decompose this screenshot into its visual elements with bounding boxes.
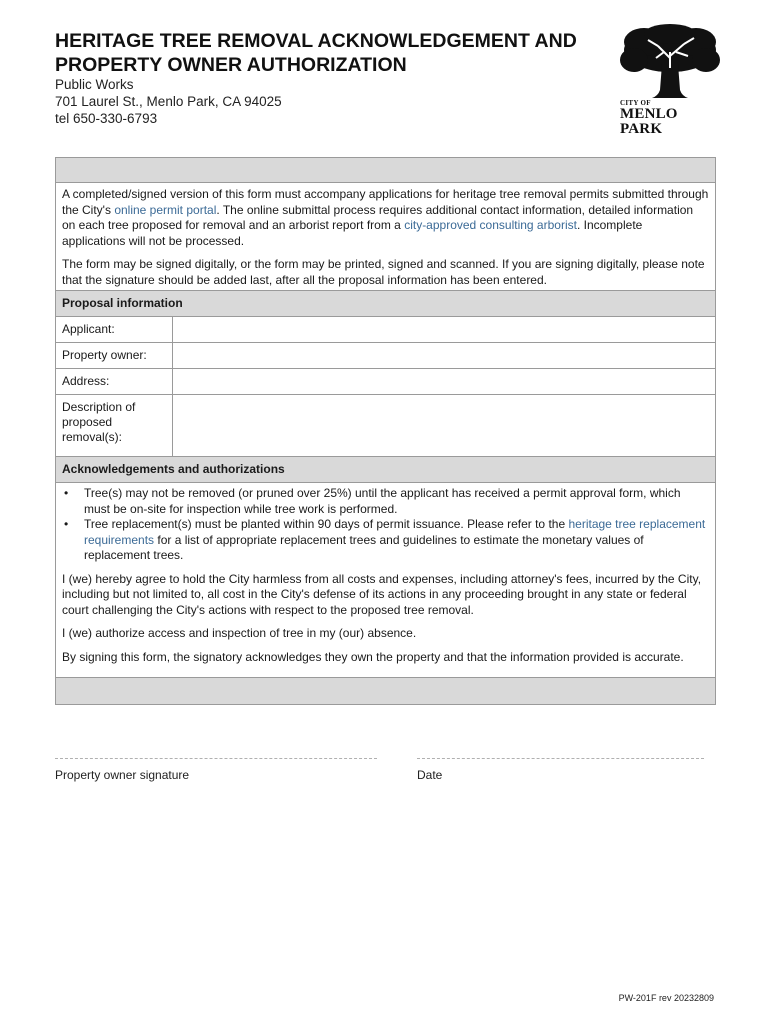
description-row — [56, 395, 715, 456]
owner-signature-label: Property owner signature — [55, 768, 190, 782]
department-contact — [55, 76, 282, 127]
intro-paragraph-1: A completed/signed version of this form must accompany applications for heritage tree removal permits submitted through the City's online permit portal. The online submittal process requires additional contact information, detailed information on each tree proposed for removal and an arborist report from a city-approved consulting arborist. Incomplete applications will not be processed. — [62, 187, 709, 248]
acknowledgements-section-heading: Acknowledgements and authorizations — [56, 456, 715, 483]
intro-paragraph-2: The form may be signed digitally, or the form may be printed, signed and scanned. If you are signing digitally, please note that the signature should be added last, after all the proposal information has been entered. — [62, 257, 705, 287]
address-field[interactable] — [173, 369, 715, 394]
access-authorization-paragraph: I (we) authorize access and inspection of tree in my (our) absence. — [62, 626, 417, 640]
acknowledgement-list — [62, 486, 709, 564]
address-row — [56, 369, 715, 395]
top-shaded-band — [56, 158, 715, 183]
acknowledgement-bullet-2: • Tree replacement(s) must be planted within 90 days of permit issuance. Please refer to the heritage tree replacement requirements for a list of appropriate replacement trees and guidelines to estimate the monetary values of replacement trees. — [84, 517, 709, 564]
address-label: Address: — [56, 369, 173, 394]
form-revision-code: PW-201F rev 20232809 — [618, 993, 714, 1003]
department-address: 701 Laurel St., Menlo Park, CA 94025 — [55, 94, 282, 109]
ownership-statement-paragraph: By signing this form, the signatory acknowledges they own the property and that the information provided is accurate. — [62, 649, 684, 664]
logo-city-of: CITY OF — [620, 99, 651, 107]
date-block — [417, 758, 704, 782]
department-name: Public Works — [55, 77, 134, 92]
date-label: Date — [417, 768, 443, 782]
proposal-section-heading: Proposal information — [56, 290, 715, 317]
replacement-requirements-link[interactable]: heritage tree replacement requirements — [84, 517, 706, 547]
authorization-form — [55, 157, 716, 705]
owner-signature-line[interactable] — [55, 758, 377, 760]
logo-menlo-park: MENLO PARK — [620, 106, 678, 137]
acknowledgement-bullet-1: • Tree(s) may not be removed (or pruned over 25%) until the applicant has received a permit approval form, which must be on-site for inspection while tree work is performed. — [84, 486, 709, 517]
applicant-row — [56, 317, 715, 343]
applicant-label: Applicant: — [56, 317, 173, 342]
property-owner-row — [56, 343, 715, 369]
page-title: HERITAGE TREE REMOVAL ACKNOWLEDGEMENT AND PROPERTY OWNER AUTHORIZATION — [55, 30, 577, 76]
acknowledgements-text — [56, 483, 715, 677]
description-label: Description of proposed removal(s): — [56, 395, 173, 456]
applicant-field[interactable] — [173, 317, 715, 342]
hold-harmless-paragraph: I (we) hereby agree to hold the City harmless from all costs and expenses, including attorney's fees, incurred by the City, including but not limited to, all cost in the City's defense of its actions in any proceeding brought in any state or federal court challenging the City's actions with respect to the proposed tree removal. — [62, 571, 702, 617]
property-owner-label: Property owner: — [56, 343, 173, 368]
description-field[interactable] — [173, 395, 715, 456]
bottom-shaded-band — [56, 677, 715, 704]
department-phone: tel 650-330-6793 — [55, 111, 158, 126]
oak-tree-icon — [618, 24, 722, 102]
online-permit-portal-link[interactable]: online permit portal — [114, 202, 217, 217]
logo-wordmark — [620, 99, 720, 137]
intro-text — [56, 183, 715, 290]
date-line[interactable] — [417, 758, 704, 760]
property-owner-field[interactable] — [173, 343, 715, 368]
approved-arborist-link[interactable]: city-approved consulting arborist — [404, 218, 577, 232]
owner-signature-block — [55, 758, 377, 782]
